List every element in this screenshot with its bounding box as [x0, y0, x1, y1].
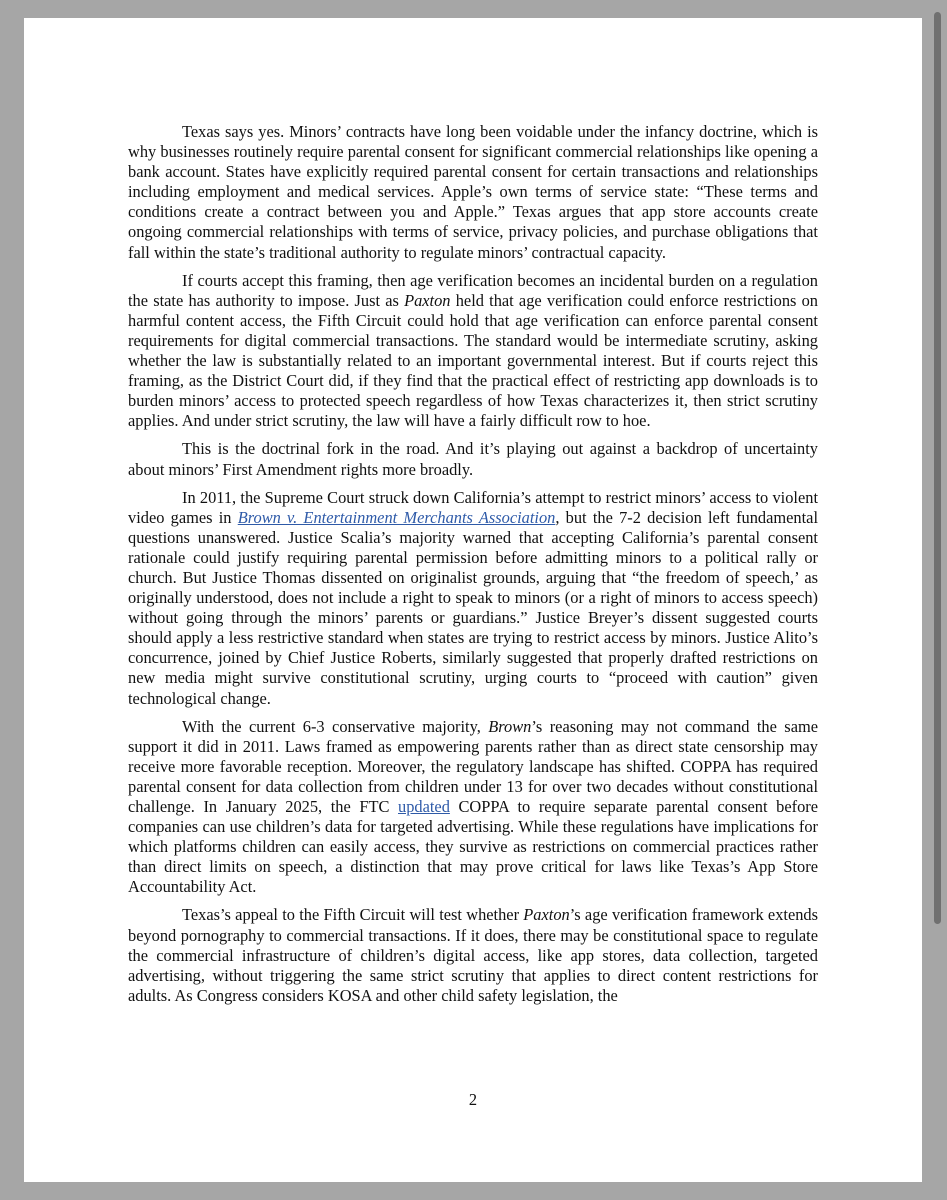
case-name-brown: Brown: [488, 716, 532, 736]
paragraph-2: [128, 271, 818, 432]
vertical-scrollbar[interactable]: [929, 0, 947, 1200]
paragraph-6-text-c: ’s age verification framework extends beyond pornography to commercial transactions. If it does, there may be constitutional space to regulate the commercial infrastructure of children’s digital access, like app stores, data collection, targeted advertising, without triggering the same strict scrutiny that applies to direct content restrictions for adults. As Congress considers KOSA and other child safety legislation, the: [128, 905, 818, 1005]
paragraph-1: [128, 122, 818, 263]
case-name-paxton-2: Paxton: [523, 905, 570, 925]
paragraph-1-text: Texas says yes. Minors’ contracts have long been voidable under the infancy doctrine, which is why businesses routinely require parental consent for significant commercial relationships like opening a bank account. States have explicitly required parental consent for certain transactions and relationships including employment and medical services. Apple’s own terms of service state: “These terms and conditions create a contract between you and Apple.” Texas argues that app store accounts create ongoing commercial relationships with terms of service, privacy policies, and purchase obligations that fall within the state’s traditional authority to regulate minors’ contractual capacity.: [128, 122, 818, 262]
scrollbar-thumb[interactable]: [934, 12, 941, 924]
paragraph-3: [128, 439, 818, 479]
paragraph-6: [128, 905, 818, 1005]
document-body: [128, 122, 818, 1014]
paragraph-5-text-a: With the current 6-3 conservative majority,: [182, 716, 489, 736]
paragraph-4-text-c: , but the 7-2 decision left fundamental questions unanswered. Justice Scalia’s majority warned that accepting California’s parental consent rationale could justify requiring parental permission before admitting minors to a political rally or church. But Justice Thomas dissented on originalist grounds, arguing that “the freedom of speech,’ as originally understood, does not include a right to speak to minors (or a right of minors to access speech) without going through the minors’ parents or guardians.” Justice Breyer’s dissent suggested courts should apply a less restrictive standard when states are trying to restrict access by minors. Justice Alito’s concurrence, joined by Chief Justice Roberts, similarly suggested that properly drafted restrictions on new media might survive constitutional scrutiny, urging courts to “proceed with caution” given technological change.: [128, 507, 818, 708]
document-page: [24, 18, 922, 1182]
page-number: 2: [468, 1090, 478, 1109]
paragraph-2-text-c: held that age verification could enforce restrictions on harmful content access, the Fifth Circuit could hold that age verification can enforce parental consent requirements for digital commercial transactions. The standard would be intermediate scrutiny, asking whether the law is substantially related to an important governmental interest. But if courts reject this framing, as the District Court did, if they find that the practical effect of restricting app downloads is to burden minors’ access to protected speech regardless of how Texas characterizes it, then strict scrutiny applies. And under strict scrutiny, the law will have a fairly difficult row to hoe.: [128, 290, 818, 431]
paragraph-5: [128, 717, 818, 898]
paragraph-3-text: This is the doctrinal fork in the road. And it’s playing out against a backdrop of uncertainty about minors’ First Amendment rights more broadly.: [128, 439, 818, 479]
brown-v-ema-link[interactable]: Brown v. Entertainment Merchants Association: [237, 507, 556, 527]
case-name-paxton: Paxton: [404, 290, 451, 310]
updated-link[interactable]: updated: [398, 797, 450, 816]
paragraph-5-text-d: COPPA to require separate parental consent before companies can use children’s data for targeted advertising. While these regulations have implications for which platforms children can easily access, they survive as restrictions on commercial practices rather than direct limits on speech, a distinction that may prove critical for laws like Texas’s App Store Accountability Act.: [128, 797, 818, 897]
paragraph-5-text-c: ’s reasoning may not command the same support it did in 2011. Laws framed as empowering parents rather than as direct state censorship may receive more favorable reception. Moreover, the regulatory landscape has shifted. COPPA has required parental consent for data collection from children under 13 for over two decades without constitutional challenge. In January 2025, the FTC: [128, 716, 818, 816]
paragraph-4: [128, 488, 818, 709]
paragraph-4-text-a: In 2011, the Supreme Court struck down California’s attempt to restrict minors’ access to violent video games in: [128, 487, 818, 527]
paragraph-2-text-a: If courts accept this framing, then age verification becomes an incidental burden on a regulation the state has authority to impose. Just as: [128, 270, 818, 310]
paragraph-6-text-a: Texas’s appeal to the Fifth Circuit will test whether: [182, 905, 524, 925]
